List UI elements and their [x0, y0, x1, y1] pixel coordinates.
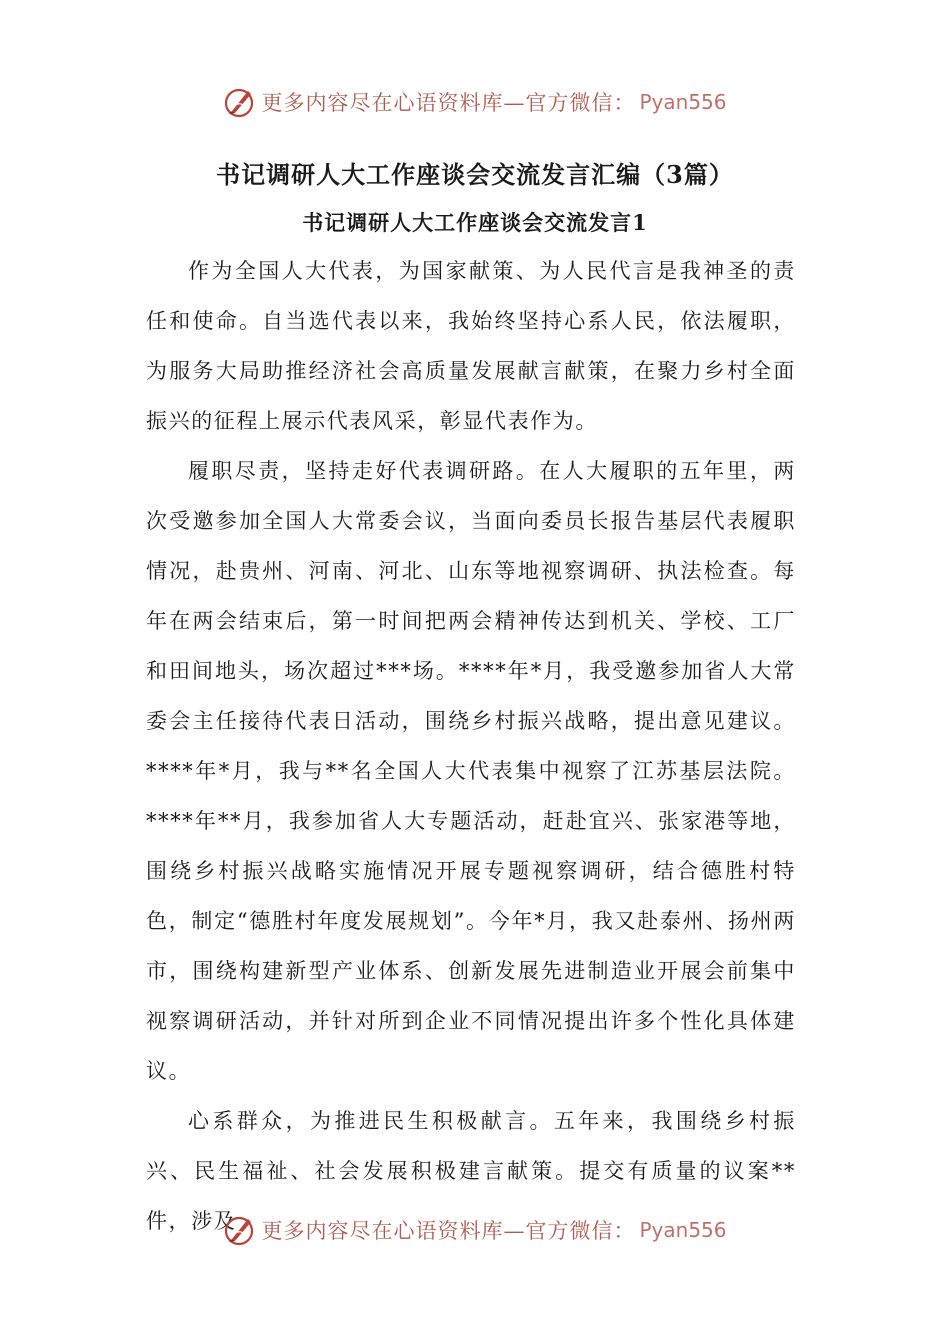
banner-text: 更多内容尽在心语资料库—官方微信：: [261, 91, 636, 115]
header-banner: [0, 80, 950, 124]
pen-logo-icon: [223, 85, 257, 119]
paragraph: 履职尽责，坚持走好代表调研路。在人大履职的五年里，两次受邀参加全国人大常委会议，当面向委员长报告基层代表履职情况，赴贵州、河南、河北、山东等地视察调研、执法检查。每年在两会结束后，第一时间把两会精神传达到机关、学校、工厂和田间地头，场次超过***场。****年*月，我受邀参加省人大常委会主任接待代表日活动，围绕乡村振兴战略，提出意见建议。****年*月，我与**名全国人大代表集中视察了江苏基层法院。****年**月，我参加省人大专题活动，赶赴宜兴、张家港等地，围绕乡村振兴战略实施情况开展专题视察调研，结合德胜村特色，制定“德胜村年度发展规划”。今年*月，我又赴泰州、扬州两市，围绕构建新型产业体系、创新发展先进制造业开展会前集中视察调研活动，并针对所到企业不同情况提出许多个性化具体建议。: [146, 459, 796, 1083]
banner-wechat-id: Pyan556: [639, 90, 727, 114]
body-text: [146, 246, 796, 1246]
footer-banner: [0, 1208, 950, 1252]
paragraph: 作为全国人大代表，为国家献策、为人民代言是我神圣的责任和使命。自当选代表以来，我始终坚持心系人民，依法履职，为服务大局助推经济社会高质量发展献言献策，在聚力乡村全面振兴的征程上展示代表风采，彰显代表作为。: [146, 259, 796, 433]
section-subtitle: 书记调研人大工作座谈会交流发言1: [302, 210, 648, 235]
document-title: 书记调研人大工作座谈会交流发言汇编（3篇）: [216, 160, 734, 189]
pen-logo-icon: [223, 1213, 257, 1247]
paragraph: 心系群众，为推进民生积极献言。五年来，我围绕乡村振兴、民生福祉、社会发展积极建言献策。提交有质量的议案**件，涉及: [146, 1109, 796, 1233]
banner-wechat-id: Pyan556: [639, 1218, 727, 1242]
banner-text: 更多内容尽在心语资料库—官方微信：: [261, 1219, 636, 1243]
